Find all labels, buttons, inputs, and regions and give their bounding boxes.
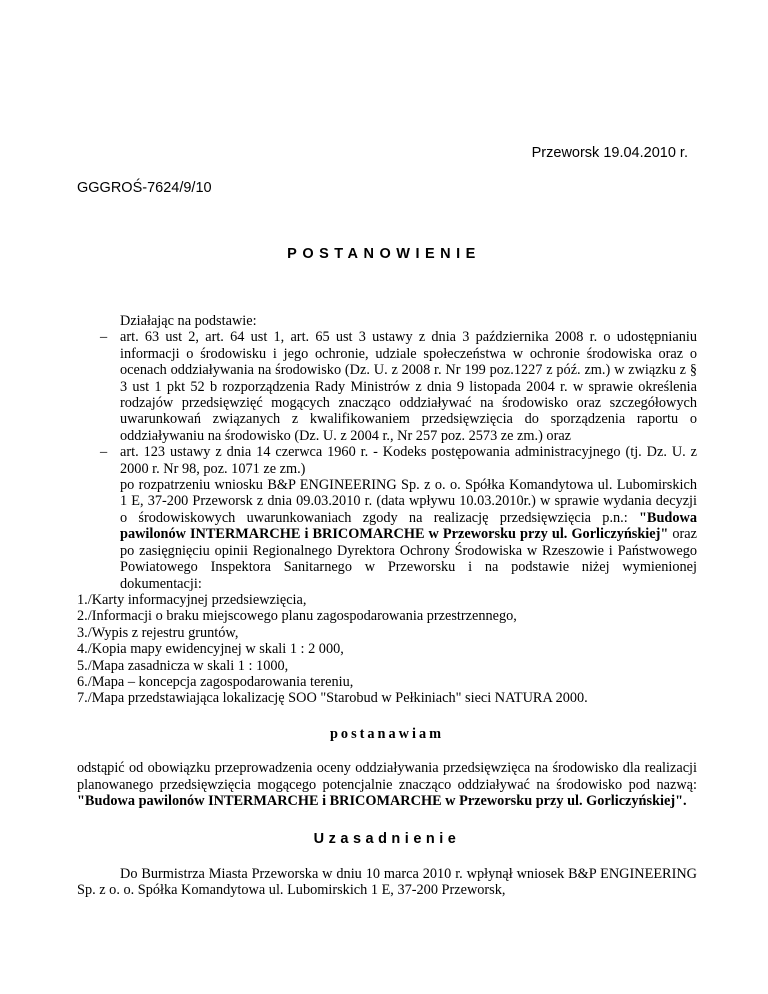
document-body: [77, 313, 697, 899]
place-date: Przeworsk 19.04.2010 r.: [531, 145, 688, 161]
legal-basis-list: [77, 329, 697, 477]
documents-list: [77, 592, 697, 707]
legal-basis-item-text: art. 123 ustawy z dnia 14 czerwca 1960 r. - Kodeks postępowania administracyjnego (tj. Dz. U. z 2000 r. Nr 98, poz. 1071 ze zm.): [120, 444, 697, 477]
decision-project-name: "Budowa pawilonów INTERMARCHE i BRICOMARCHE w Przeworsku przy ul. Gorliczyńskiej".: [77, 792, 687, 809]
list-item: 4./Kopia mapy ewidencyjnej w skali 1 : 2 000,: [77, 641, 344, 658]
list-item: 6./Mapa – koncepcja zagospodarowania tereniu,: [77, 673, 354, 690]
legal-basis-intro: Działając na podstawie:: [120, 313, 257, 329]
document-title: POSTANOWIENIE: [287, 246, 481, 262]
list-item: 3./Wypis z rejestru gruntów,: [77, 624, 239, 641]
consideration-text-end: oraz po zasięgnięciu opinii Regionalnego Dyrektora Ochrony Środowiska w Rzeszowie i Państwowego Powiatowego Inspektora Sanitarnego w Przeworsku i na podstawie niżej wymienionej dokumentacji:: [120, 526, 697, 592]
consideration-paragraph: [77, 477, 697, 592]
decision-text: odstąpić od obowiązku przeprowadzenia oceny oddziaływania przedsięwzięca na środowisko dla realizacji planowanego przedsięwzięcia mogącego potencjalnie znacząco oddziaływać na środowisko pod nazwą:: [77, 760, 697, 793]
list-item: 5./Mapa zasadnicza w skali 1 : 1000,: [77, 657, 289, 674]
justification-heading: Uzasadnienie: [313, 831, 461, 848]
dash-bullet: –: [100, 444, 108, 461]
reference-number: GGGROŚ-7624/9/10: [77, 180, 212, 196]
list-item: 7./Mapa przedstawiająca lokalizację SOO "Starobud w Pełkiniach" sieci NATURA 2000.: [77, 690, 588, 707]
legal-basis-item: [100, 444, 697, 477]
decision-heading: postanawiam: [329, 725, 445, 742]
project-name: "Budowa pawilonów INTERMARCHE i BRICOMARCHE w Przeworsku przy ul. Gorliczyńskiej": [120, 509, 697, 543]
legal-basis-item-text: art. 63 ust 2, art. 64 ust 1, art. 65 ust 3 ustawy z dnia 3 października 2008 r. o udostępnianiu informacji o środowisku i jego ochronie, udziale społeczeństwa w ochronie środowiska oraz o ocenach oddziaływania na środowisko (Dz. U. z 2008 r. Nr 199 poz.1227 z póź. zm.) w związku z § 3 ust 1 pkt 52 b rozporządzenia Rady Ministrów z dnia 9 listopada 2004 r. w sprawie określenia rodzajów przedsięwzięć mogących znacząco oddziaływać na środowisko oraz szczegółowych uwarunkowań związanych z kwalifikowaniem przedsięwzięcia do sporządzenia raportu o oddziaływaniu na środowisko (Dz. U. z 2004 r., Nr 257 poz. 2573 ze zm.) oraz: [120, 329, 697, 444]
dash-bullet: –: [100, 329, 108, 346]
decision-paragraph: [77, 760, 697, 809]
list-item: 2./Informacji o braku miejscowego planu zagospodarowania przestrzennego,: [77, 608, 517, 625]
justification-paragraph: Do Burmistrza Miasta Przeworska w dniu 10 marca 2010 r. wpłynął wniosek B&P ENGINEERING Sp. z o. o. Spółka Komandytowa ul. Lubomirskich 1 E, 37-200 Przeworsk,: [77, 865, 697, 899]
consideration-text: po rozpatrzeniu wniosku B&P ENGINEERING Sp. z o. o. Spółka Komandytowa ul. Lubomirskich 1 E, 37-200 Przeworsk z dnia 09.03.2010 r. (data wpływu 10.03.2010r.) w sprawie wydania decyzji o środowiskowych uwarunkowaniach zgody na realizację przedsięwzięcia p.n.:: [120, 477, 697, 526]
legal-basis-item: [100, 329, 697, 444]
list-item: 1./Karty informacyjnej przedsiewzięcia,: [77, 591, 307, 608]
